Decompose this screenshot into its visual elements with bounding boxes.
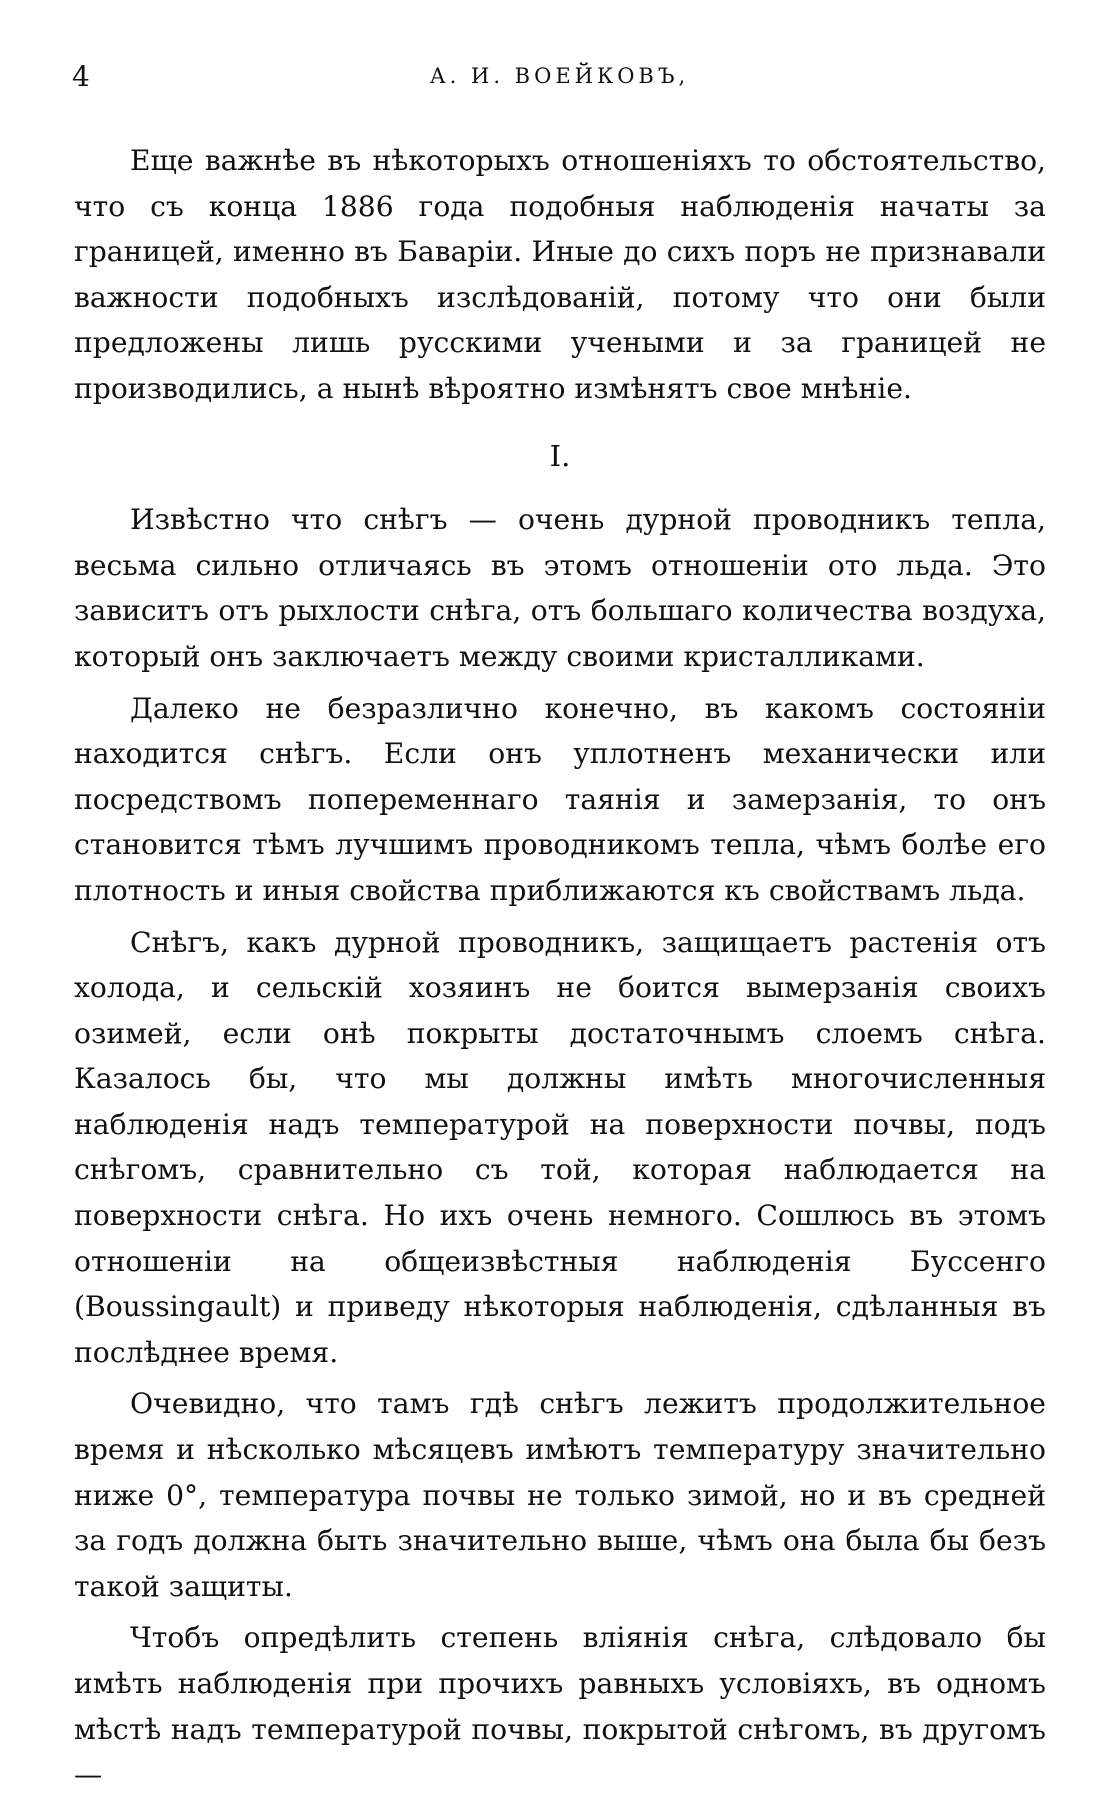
paragraph: Извѣстно что снѣгъ — очень дурной проводникъ тепла, весьма сильно отличаясь въ этомъ отношеніи ото льда. Это зависитъ отъ рыхлости снѣга, отъ большаго количества воздуха, который онъ заключаетъ между своими кристалликами.: [74, 503, 1046, 673]
page-number: 4: [72, 60, 90, 93]
body-text: [74, 138, 1046, 1798]
intro-paragraph: Еще важнѣе въ нѣкоторыхъ отношеніяхъ то обстоятельство, что съ конца 1886 года подобныя наблюденія начаты за границей, именно въ Баваріи. Иные до сихъ поръ не признавали важности подобныхъ изслѣдованій, потому что они были предложены лишь русскими учеными и за границей не производились, а нынѣ вѣроятно измѣнятъ свое мнѣніе.: [74, 144, 1046, 405]
page-header: [72, 60, 1047, 100]
section-heading: I.: [549, 438, 571, 473]
paragraph: Очевидно, что тамъ гдѣ снѣгъ лежитъ продолжительное время и нѣсколько мѣсяцевъ имѣютъ температуру значительно ниже 0°, температура почвы не только зимой, но и въ средней за годъ должна быть значительно выше, чѣмъ она была бы безъ такой защиты.: [74, 1387, 1046, 1603]
paragraph: Чтобъ опредѣлить степень вліянія снѣга, слѣдовало бы имѣть наблюденія при прочихъ равныхъ условіяхъ, въ одномъ мѣстѣ надъ температурой почвы, покрытой снѣгомъ, въ другомъ —: [74, 1621, 1046, 1792]
paragraph: Снѣгъ, какъ дурной проводникъ, защищаетъ растенія отъ холода, и сельскій хозяинъ не боится вымерзанія своихъ озимей, если онѣ покрыты достаточнымъ слоемъ снѣга. Казалось бы, что мы должны имѣть многочисленныя наблюденія надъ температурой на поверхности почвы, подъ снѣгомъ, сравнительно съ той, которая наблюдается на поверхности снѣга. Но ихъ очень немного. Сошлюсь въ этомъ отношеніи на общеизвѣстныя наблюденія Буссенго (Boussingault) и приведу нѣкоторыя наблюденія, сдѣланныя въ послѣднее время.: [74, 925, 1046, 1369]
running-head: А. И. ВОЕЙКОВЪ,: [429, 64, 690, 88]
paragraph: Далеко не безразлично конечно, въ какомъ состояніи находится снѣгъ. Если онъ уплотненъ механически или посредствомъ попеременнаго таянія и замерзанія, то онъ становится тѣмъ лучшимъ проводникомъ тепла, чѣмъ болѣе его плотность и иныя свойства приближаются къ свойствамъ льда.: [74, 691, 1046, 907]
